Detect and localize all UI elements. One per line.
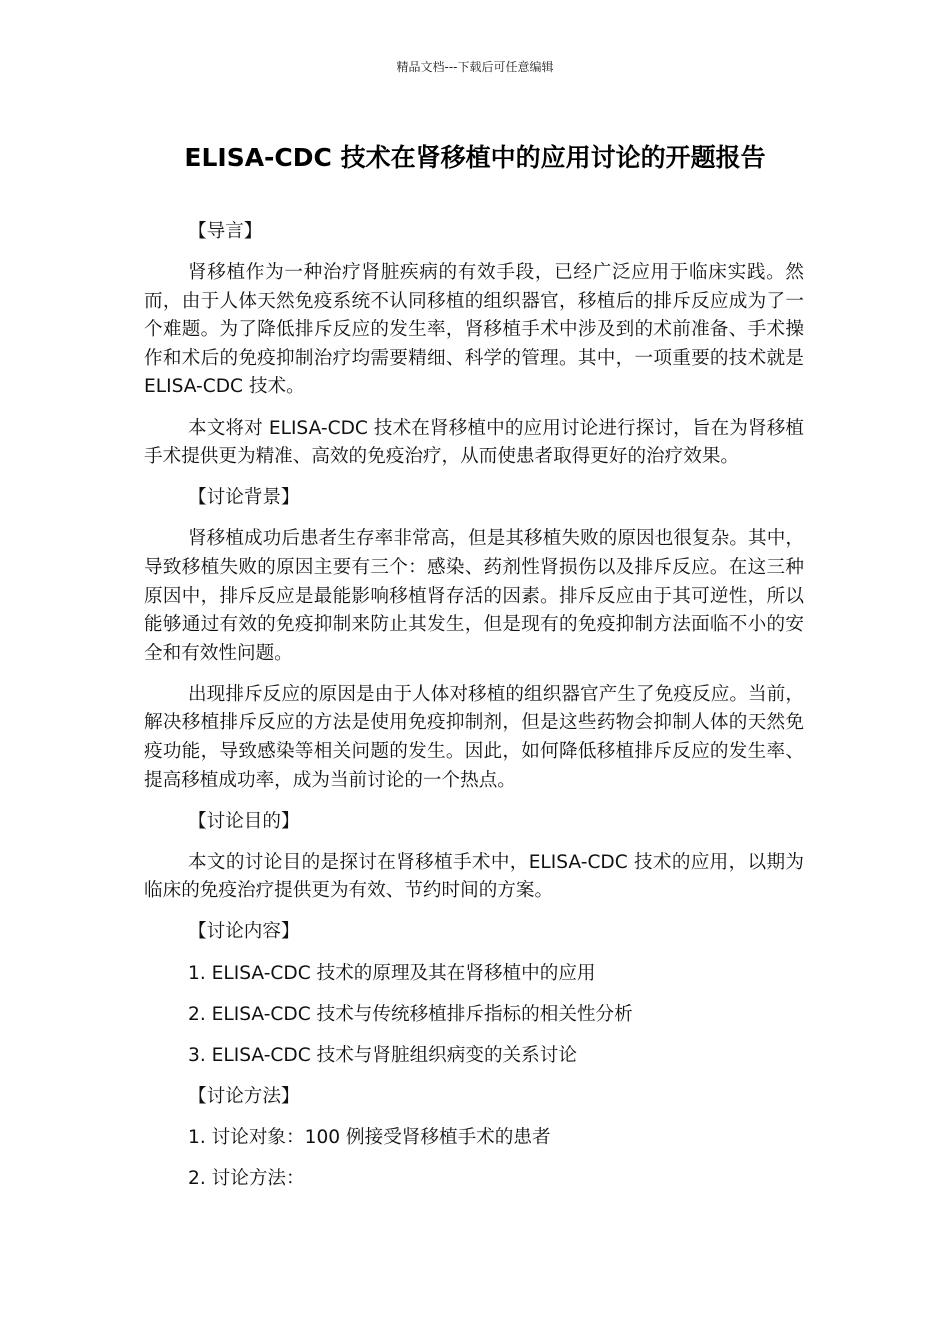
list-item: 1. ELISA-CDC 技术的原理及其在肾移植中的应用 [188, 962, 596, 984]
list-item: 2. ELISA-CDC 技术与传统移植排斥指标的相关性分析 [188, 1003, 633, 1025]
document-body [144, 218, 804, 1206]
paragraph: 本文的讨论目的是探讨在肾移植手术中，ELISA-CDC 技术的应用，以期为临床的免疫治疗提供更为有效、节约时间的方案。 [144, 851, 804, 902]
section-heading-purpose: 【讨论目的】 [188, 810, 300, 832]
document-title: ELISA-CDC 技术在肾移植中的应用讨论的开题报告 [184, 143, 766, 172]
list-item: 3. ELISA-CDC 技术与肾脏组织病变的关系讨论 [188, 1044, 577, 1066]
list-item: 1. 讨论对象：100 例接受肾移植手术的患者 [188, 1126, 551, 1148]
section-heading-background: 【讨论背景】 [188, 487, 300, 509]
header-note: 精品文档---下载后可任意编辑 [396, 60, 554, 74]
paragraph: 肾移植作为一种治疗肾脏疾病的有效手段，已经广泛应用于临床实践。然而，由于人体天然免疫系统不认同移植的组织器官，移植后的排斥反应成为了一个难题。为了降低排斥反应的发生率，肾移植手术中涉及到的术前准备、手术操作和术后的免疫抑制治疗均需要精细、科学的管理。其中，一项重要的技术就是 ELISA-CDC 技术。 [144, 262, 804, 398]
section-heading-content: 【讨论内容】 [188, 921, 300, 943]
section-heading-intro: 【导言】 [188, 221, 263, 242]
paragraph: 本文将对 ELISA-CDC 技术在肾移植中的应用讨论进行探讨，旨在为肾移植手术提供更为精准、高效的免疫治疗，从而使患者取得更好的治疗效果。 [144, 417, 804, 468]
paragraph: 出现排斥反应的原因是由于人体对移植的组织器官产生了免疫反应。当前，解决移植排斥反应的方法是使用免疫抑制剂，但是这些药物会抑制人体的天然免疫功能，导致感染等相关问题的发生。因此，如何降低移植排斥反应的发生率、提高移植成功率，成为当前讨论的一个热点。 [144, 683, 804, 791]
list-item: 2. 讨论方法： [188, 1168, 305, 1190]
paragraph: 肾移植成功后患者生存率非常高，但是其移植失败的原因也很复杂。其中，导致移植失败的原因主要有三个：感染、药剂性肾损伤以及排斥反应。在这三种原因中，排斥反应是最能影响移植肾存活的因素。排斥反应由于其可逆性，所以能够通过有效的免疫抑制来防止其发生，但是现有的免疫抑制方法面临不小的安全和有效性问题。 [144, 528, 804, 664]
section-heading-method: 【讨论方法】 [188, 1085, 300, 1107]
